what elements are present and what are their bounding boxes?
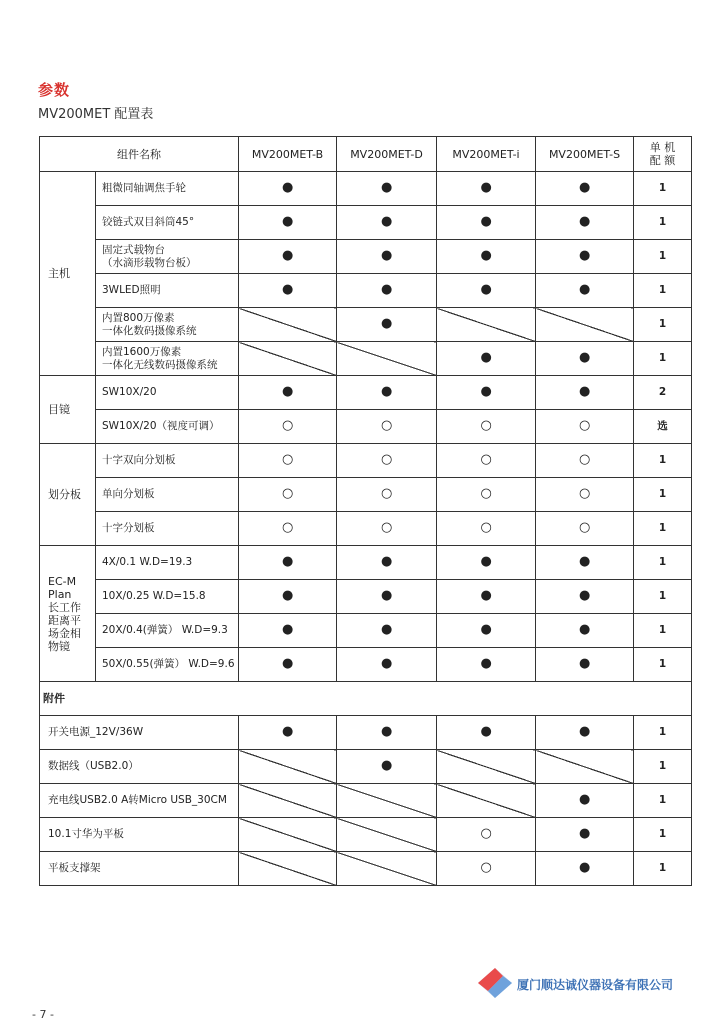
spec-cell [536,478,634,512]
optional-circle-icon: ○ [480,826,492,841]
spec-cell [337,274,437,308]
spec-cell [536,342,634,376]
spec-cell [239,274,337,308]
spec-cell [536,444,634,478]
configuration-table [39,136,692,886]
header-component-name: 组件名称 [40,137,239,172]
spec-cell [536,852,634,886]
standard-dot-icon: ● [579,622,591,637]
optional-circle-icon: ○ [480,860,492,875]
optional-circle-icon: ○ [480,520,492,535]
standard-dot-icon: ● [381,724,393,739]
standard-dot-icon: ● [282,554,294,569]
optional-circle-icon: ○ [381,418,393,433]
table-row [40,240,692,274]
spec-cell [239,580,337,614]
standard-dot-icon: ● [282,282,294,297]
not-applicable-cell [239,750,337,784]
spec-cell [437,512,536,546]
quantity-cell: 1 [634,852,692,886]
accessory-name-cell: 开关电源_12V/36W [40,716,239,750]
group-name-cell: 目镜 [40,376,96,444]
standard-dot-icon: ● [579,826,591,841]
spec-cell [536,206,634,240]
standard-dot-icon: ● [579,248,591,263]
spec-cell [239,444,337,478]
standard-dot-icon: ● [282,214,294,229]
spec-cell [536,172,634,206]
spec-cell [239,546,337,580]
spec-cell [337,376,437,410]
item-name-cell: 20X/0.4(弹簧） W.D=9.3 [96,614,239,648]
standard-dot-icon: ● [480,622,492,637]
quantity-cell: 1 [634,478,692,512]
spec-cell [337,614,437,648]
standard-dot-icon: ● [579,588,591,603]
group-name-cell: EC-M Plan 长工作 距离平 场金相 物镜 [40,546,96,682]
spec-cell [536,512,634,546]
standard-dot-icon: ● [480,588,492,603]
header-model: MV200MET-i [437,137,536,172]
standard-dot-icon: ● [282,622,294,637]
standard-dot-icon: ● [480,180,492,195]
quantity-cell: 2 [634,376,692,410]
standard-dot-icon: ● [480,656,492,671]
spec-cell [337,172,437,206]
standard-dot-icon: ● [381,248,393,263]
table-row [40,648,692,682]
optional-circle-icon: ○ [282,486,294,501]
not-applicable-cell [437,750,536,784]
standard-dot-icon: ● [381,622,393,637]
quantity-cell: 1 [634,750,692,784]
optional-circle-icon: ○ [480,486,492,501]
standard-dot-icon: ● [381,758,393,773]
spec-cell [437,240,536,274]
not-applicable-cell [437,308,536,342]
item-name-cell: 十字双向分划板 [96,444,239,478]
optional-circle-icon: ○ [480,452,492,467]
standard-dot-icon: ● [480,384,492,399]
optional-circle-icon: ○ [579,418,591,433]
spec-cell [239,512,337,546]
standard-dot-icon: ● [579,724,591,739]
spec-cell [536,546,634,580]
group-name-cell: 主机 [40,172,96,376]
table-row [40,308,692,342]
optional-circle-icon: ○ [579,520,591,535]
standard-dot-icon: ● [381,554,393,569]
item-name-cell: 3WLED照明 [96,274,239,308]
spec-cell [437,852,536,886]
spec-cell [437,818,536,852]
quantity-cell: 1 [634,648,692,682]
standard-dot-icon: ● [579,384,591,399]
standard-dot-icon: ● [480,724,492,739]
spec-cell [536,614,634,648]
spec-cell [536,818,634,852]
spec-cell [437,648,536,682]
not-applicable-cell [337,342,437,376]
spec-cell [337,444,437,478]
header-model: MV200MET-S [536,137,634,172]
spec-cell [437,410,536,444]
spec-cell [437,206,536,240]
standard-dot-icon: ● [282,588,294,603]
spec-cell [239,240,337,274]
standard-dot-icon: ● [381,588,393,603]
table-row [40,750,692,784]
standard-dot-icon: ● [579,792,591,807]
spec-cell [239,614,337,648]
table-row [40,206,692,240]
item-name-cell: 固定式载物台 （水滴形载物台板） [96,240,239,274]
standard-dot-icon: ● [480,554,492,569]
spec-cell [437,580,536,614]
table-row [40,852,692,886]
optional-circle-icon: ○ [381,520,393,535]
spec-cell [437,274,536,308]
optional-circle-icon: ○ [381,486,393,501]
spec-cell [437,716,536,750]
not-applicable-cell [337,784,437,818]
spec-cell [337,750,437,784]
header-row [40,137,692,172]
quantity-cell: 1 [634,716,692,750]
spec-cell [536,648,634,682]
spec-cell [437,444,536,478]
table-row [40,784,692,818]
accessory-name-cell: 充电线USB2.0 A转Micro USB_30CM [40,784,239,818]
quantity-cell: 1 [634,580,692,614]
standard-dot-icon: ● [282,656,294,671]
quantity-cell: 1 [634,614,692,648]
spec-cell [437,614,536,648]
optional-circle-icon: ○ [381,452,393,467]
accessory-name-cell: 10.1寸华为平板 [40,818,239,852]
table-row [40,172,692,206]
quantity-cell: 1 [634,274,692,308]
not-applicable-cell [337,818,437,852]
table-row [40,546,692,580]
standard-dot-icon: ● [282,384,294,399]
quantity-cell: 1 [634,172,692,206]
standard-dot-icon: ● [480,282,492,297]
quantity-cell: 1 [634,784,692,818]
spec-cell [337,648,437,682]
item-name-cell: 50X/0.55(弹簧） W.D=9.6 [96,648,239,682]
item-name-cell: SW10X/20（视度可调） [96,410,239,444]
spec-cell [337,716,437,750]
not-applicable-cell [536,308,634,342]
quantity-cell: 1 [634,444,692,478]
spec-cell [536,716,634,750]
quantity-cell: 1 [634,206,692,240]
standard-dot-icon: ● [381,316,393,331]
spec-cell [337,478,437,512]
spec-cell [337,240,437,274]
table-row [40,444,692,478]
not-applicable-cell [239,784,337,818]
standard-dot-icon: ● [480,248,492,263]
standard-dot-icon: ● [381,656,393,671]
company-name: 厦门顺达诚仪器设备有限公司 [517,978,674,992]
spec-cell [536,410,634,444]
spec-cell [239,206,337,240]
quantity-cell: 1 [634,240,692,274]
header-quantity: 单 机 配 额 [634,137,692,172]
spec-cell [536,240,634,274]
table-row [40,478,692,512]
standard-dot-icon: ● [381,282,393,297]
accessory-name-cell: 数据线（USB2.0） [40,750,239,784]
spec-cell [239,648,337,682]
item-name-cell: 单向分划板 [96,478,239,512]
table-row [40,818,692,852]
header-model: MV200MET-B [239,137,337,172]
table-row [40,376,692,410]
standard-dot-icon: ● [282,248,294,263]
item-name-cell: 十字分划板 [96,512,239,546]
spec-cell [337,308,437,342]
not-applicable-cell [437,784,536,818]
item-name-cell: SW10X/20 [96,376,239,410]
standard-dot-icon: ● [381,214,393,229]
not-applicable-cell [239,852,337,886]
standard-dot-icon: ● [480,350,492,365]
standard-dot-icon: ● [579,350,591,365]
spec-cell [536,580,634,614]
quantity-cell: 1 [634,342,692,376]
spec-cell [239,410,337,444]
spec-cell [536,784,634,818]
not-applicable-cell [239,818,337,852]
spec-cell [437,342,536,376]
page-heading: 参数 [38,81,71,99]
quantity-cell: 1 [634,308,692,342]
not-applicable-cell [239,342,337,376]
optional-circle-icon: ○ [579,452,591,467]
standard-dot-icon: ● [579,282,591,297]
accessory-name-cell: 平板支撑架 [40,852,239,886]
accessories-title: 附件 [40,682,692,716]
spec-cell [337,512,437,546]
spec-cell [437,546,536,580]
table-row [40,410,692,444]
standard-dot-icon: ● [282,180,294,195]
spec-cell [337,580,437,614]
spec-cell [337,410,437,444]
spec-cell [437,478,536,512]
table-row [40,342,692,376]
spec-cell [337,546,437,580]
spec-cell [536,274,634,308]
spec-cell [239,172,337,206]
spec-cell [437,376,536,410]
header-model: MV200MET-D [337,137,437,172]
page-subheading: MV200MET 配置表 [38,107,154,122]
standard-dot-icon: ● [579,554,591,569]
quantity-cell: 选 [634,410,692,444]
quantity-cell: 1 [634,512,692,546]
not-applicable-cell [536,750,634,784]
optional-circle-icon: ○ [282,520,294,535]
not-applicable-cell [337,852,437,886]
item-name-cell: 内置1600万像素 一体化无线数码摄像系统 [96,342,239,376]
table-row [40,274,692,308]
item-name-cell: 内置800万像素 一体化数码摄像系统 [96,308,239,342]
table-row [40,580,692,614]
standard-dot-icon: ● [579,180,591,195]
spec-cell [337,206,437,240]
diamond-logo-icon [476,966,514,1000]
standard-dot-icon: ● [381,180,393,195]
table-row [40,614,692,648]
standard-dot-icon: ● [579,214,591,229]
section-row [40,682,692,716]
standard-dot-icon: ● [282,724,294,739]
spec-cell [239,478,337,512]
standard-dot-icon: ● [579,860,591,875]
table-row [40,716,692,750]
spec-cell [437,172,536,206]
item-name-cell: 10X/0.25 W.D=15.8 [96,580,239,614]
item-name-cell: 4X/0.1 W.D=19.3 [96,546,239,580]
optional-circle-icon: ○ [480,418,492,433]
spec-cell [239,376,337,410]
item-name-cell: 粗微同轴调焦手轮 [96,172,239,206]
standard-dot-icon: ● [381,384,393,399]
optional-circle-icon: ○ [579,486,591,501]
quantity-cell: 1 [634,546,692,580]
item-name-cell: 铰链式双目斜筒45° [96,206,239,240]
quantity-cell: 1 [634,818,692,852]
spec-cell [239,716,337,750]
page-number: - 7 - [32,1008,54,1021]
optional-circle-icon: ○ [282,452,294,467]
not-applicable-cell [239,308,337,342]
standard-dot-icon: ● [480,214,492,229]
table-row [40,512,692,546]
spec-cell [536,376,634,410]
group-name-cell: 划分板 [40,444,96,546]
standard-dot-icon: ● [579,656,591,671]
optional-circle-icon: ○ [282,418,294,433]
